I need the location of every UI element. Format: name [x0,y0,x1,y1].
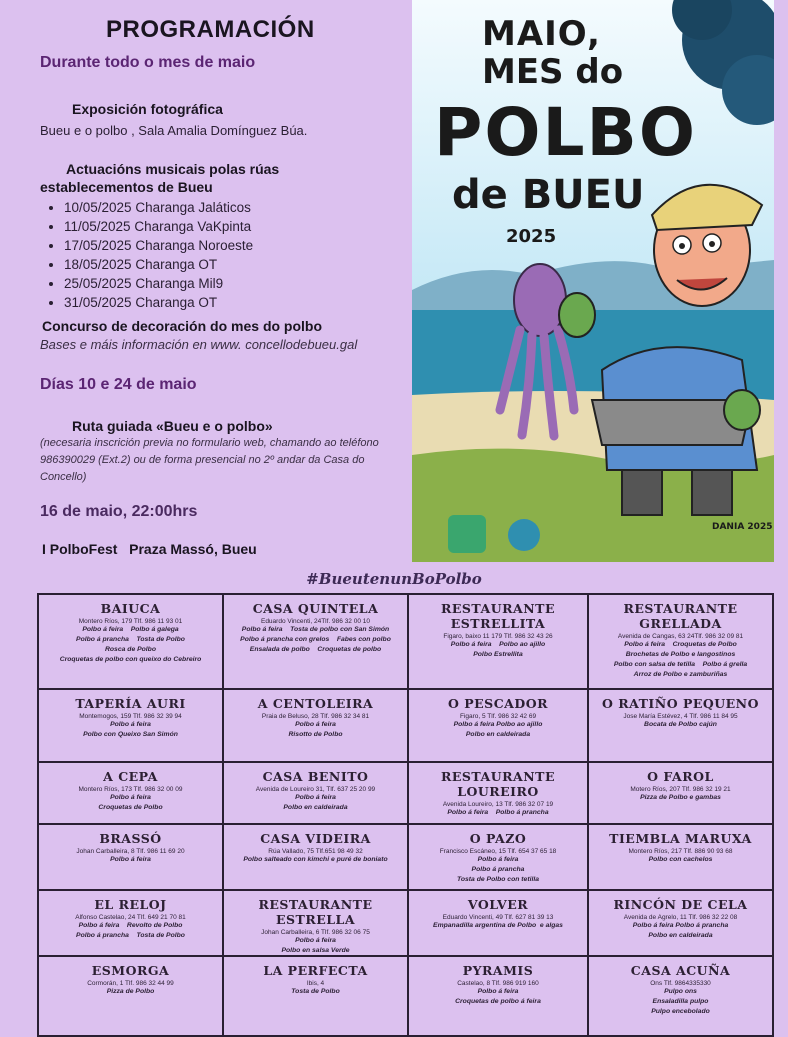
restaurant-cell [589,891,774,957]
menu-item: Pulpo encebolado [651,1008,710,1015]
restaurant-name: PYRAMIS [462,963,534,978]
restaurant-name: RESTAURANTE LOUREIRO [440,769,555,799]
restaurant-cell [589,763,774,825]
restaurant-name: BAIUCA [100,601,161,616]
menu-item: Polbo á prancha Tosta de Polbo [76,932,185,939]
menu-item: Polbo á feira [110,856,151,863]
menu-item: Polbo con Queixo San Simón [83,731,178,738]
restaurant-name: O FAROL [647,769,714,784]
menu-item: Polbo á feira Revolto de Polbo [78,922,183,929]
menu-item: Empanadilla argentina de Polbo e algas [433,922,563,929]
menu-item: Polbo en salsa Verde [281,947,350,954]
menu-item: Polbo á feira Polbo á prancha [632,922,729,929]
restaurant-name: CASA VIDEIRA [260,831,371,846]
restaurant-address: Avenida de Agrelo, 11 Tlf. 986 32 22 08 [623,914,738,921]
actuacions-title: Actuacións musicais polas rúas [66,161,280,177]
menu-item: Risotto de Polbo [288,731,343,738]
concurso-title: Concurso de decoración do mes do polbo [42,318,323,334]
restaurant-cell [37,690,224,763]
restaurant-cell [589,595,774,690]
poster-signature: DANIA 2025 [712,522,773,532]
subtitle-all-month: Durante todo o mes de maio [40,54,256,71]
restaurant-name: CASA QUINTELA [252,601,379,616]
hashtag: #BueutenunBoPolbo [306,570,482,588]
restaurant-name: LA PERFECTA [263,963,368,978]
poster-line-4: de BUEU [452,172,645,218]
restaurant-cell [409,595,589,690]
restaurant-name: CASA BENITO [262,769,369,784]
menu-item: Polbo á feira [110,721,151,728]
menu-item: Rosca de Polbo [105,646,156,653]
restaurant-name: RESTAURANTE ESTRELLITA [440,601,555,631]
menu-item: Croquetas de polbo á feira [455,998,541,1005]
restaurant-address: Johan Carballeira, 6 Tlf. 986 32 06 75 [261,929,370,936]
restaurant-address: Figaro, 5 Tlf. 986 32 42 69 [459,713,537,720]
restaurant-grid [37,593,774,1035]
menu-item: Polbo á feira [110,794,151,801]
menu-item: Polbo á prancha [471,866,525,873]
fest-date: 16 de maio, 22:00hrs [40,503,198,520]
menu-item: Croquetas de polbo con queixo do Cebreiro [59,656,202,663]
restaurant-cell [409,763,589,825]
menu-item: Ensalada de polbo Croquetas de polbo [249,646,382,653]
restaurant-address: Montemogos, 159 Tlf. 986 32 39 94 [79,713,182,720]
menu-item: Polbo á feira Polbo á prancha [447,809,549,816]
list-item: • 11/05/2025 Charanga VaKpinta [64,217,253,236]
list-item: • 25/05/2025 Charanga Mil9 [64,274,253,293]
restaurant-cell [224,690,409,763]
menu-item: Polbo con salsa de tetilla Polbo á grella [613,661,748,668]
page-title: PROGRAMACIÓN [106,16,315,43]
list-item: • 31/05/2025 Charanga OT [64,293,253,312]
restaurant-name: RESTAURANTE ESTRELLA [258,897,373,927]
restaurant-address: Avenida Loureiro, 13 Tlf. 986 32 07 19 [442,801,554,808]
restaurant-name: EL RELOJ [94,897,167,912]
restaurant-address: Castelao, 8 Tlf. 986 919 160 [457,980,539,987]
restaurant-name: RINCÓN DE CELA [613,897,748,912]
restaurant-cell [409,690,589,763]
restaurant-cell [37,957,224,1037]
restaurant-cell [37,763,224,825]
restaurant-address: Figaro, baixo 11 179 Tlf. 986 32 43 26 [443,633,553,640]
restaurant-name: A CEPA [103,769,158,784]
exposicion-detail: Bueu e o polbo , Sala Amalia Domínguez Búa. [40,123,308,138]
restaurant-address: Jose María Estévez, 4 Tlf. 986 11 84 95 [623,713,738,720]
menu-item: Polbo con cachelos [648,856,713,863]
menu-item: Polbo á feira [295,794,336,801]
poster-line-2: MES do [482,52,624,92]
menu-item: Polbo á feira Polbo ao ajillo [453,721,543,728]
restaurant-name: O RATIÑO PEQUENO [601,696,760,711]
restaurant-name: O PAZO [469,831,527,846]
menu-item: Polbo á feira [295,937,336,944]
restaurant-name: A CENTOLEIRA [257,696,374,711]
restaurant-cell [37,825,224,891]
menu-item: Polbo Estrellita [473,651,523,658]
restaurant-name: O PESCADOR [448,696,548,711]
menu-item: Polbo en caldeirada [648,932,713,939]
menu-item: Polbo en caldeirada [283,804,348,811]
restaurant-name: RESTAURANTE GRELLADA [623,601,738,631]
restaurant-name: ESMORGA [91,963,170,978]
menu-item: Polbo á feira [295,721,336,728]
menu-item: Arroz de Polbo e zamburiñas [633,671,728,678]
restaurant-address: Ons Tlf. 9864335330 [650,980,711,987]
menu-item: Polbo en caldeirada [465,731,531,738]
ruta-detail-2: 986390029 (Ext.2) ou de forma presencial no 2º andar da Casa do [40,454,365,466]
fest-name: I PolboFest Praza Massó, Bueu [42,541,257,557]
restaurant-cell [224,595,409,690]
menu-item: Tosta de Polbo con tetilla [456,876,540,883]
restaurant-cell [224,763,409,825]
menu-item: Tosta de Polbo [291,988,340,995]
menu-item: Polbo salteado con kimchi e puré de boniato [243,856,388,863]
charanga-list [50,198,253,312]
menu-item: Bocata de Polbo cajún [644,721,717,728]
restaurant-cell [224,825,409,891]
menu-item: Pizza de Polbo e gambas [640,794,721,801]
restaurant-address: Cormorán, 1 Tlf. 986 32 44 99 [87,980,174,987]
restaurant-address: Montero Ríos, 179 Tlf. 986 11 93 01 [78,618,183,625]
menu-item: Polbo á prancha con grelos Fabes con polbo [240,636,391,643]
poster-line-1: MAIO, [482,14,601,54]
restaurant-cell [409,957,589,1037]
restaurant-address: Francisco Escáneo, 15 Tlf. 654 37 65 18 [439,848,557,855]
list-item: • 18/05/2025 Charanga OT [64,255,253,274]
ruta-detail-3: Concello) [40,471,87,483]
restaurant-name: VOLVER [467,897,529,912]
menu-item: Polbo á feira Tosta de polbo con San Simón [241,626,390,633]
menu-item: Polbo á feira Polbo ao ajillo [450,641,546,648]
actuacions-subtitle: establecementos de Bueu [40,179,213,195]
concurso-detail: Bases e máis información en www. concellodebueu.gal [40,337,358,352]
restaurant-cell [224,957,409,1037]
ruta-detail-1: (necesaria inscrición previa no formulario web, chamando ao teléfono [40,437,379,449]
dias-title: Días 10 e 24 de maio [40,376,197,393]
list-item: • 10/05/2025 Charanga Jaláticos [64,198,253,217]
menu-item: Brochetas de Polbo e langostinos [625,651,736,658]
restaurant-address: Rúa Vallado, 75 Tlf.651 98 49 32 [268,848,363,855]
restaurant-cell [409,825,589,891]
restaurant-address: Eduardo Vincenti, 49 Tlf. 627 81 39 13 [442,914,554,921]
restaurant-address: Motero Ríos, 207 Tlf. 986 32 19 21 [630,786,731,793]
restaurant-address: Johan Carballeira, 8 Tlf. 986 11 69 20 [76,848,185,855]
exposicion-title: Exposición fotográfica [72,101,223,117]
restaurant-address: Avenida de Cangas, 63 24Tlf. 986 32 09 81 [617,633,744,640]
menu-item: Ensaladilla pulpo [652,998,709,1005]
restaurant-cell [589,957,774,1037]
menu-item: Polbo á feira Croquetas de Polbo [624,641,737,648]
poster-line-3: POLBO [434,94,697,171]
restaurant-cell [589,825,774,891]
menu-item: Polbo á feira [477,856,519,863]
restaurant-cell [37,891,224,957]
restaurant-name: TIEMBLA MARUXA [609,831,752,846]
restaurant-cell [589,690,774,763]
restaurant-address: Montero Ríos, 173 Tlf. 986 32 00 09 [78,786,183,793]
menu-item: Polbo á feira Polbo á galega [82,626,179,633]
poster-year: 2025 [506,226,557,247]
restaurant-address: Avenida de Loureiro 31, Tlf. 637 25 20 99 [255,786,376,793]
menu-item: Polbo á feira [477,988,519,995]
menu-item: Polbo á prancha Tosta de Polbo [76,636,185,643]
programacion-section [0,0,410,570]
list-item: • 17/05/2025 Charanga Noroeste [64,236,253,255]
restaurant-address: Praia de Beluso, 28 Tlf. 986 32 34 81 [261,713,370,720]
menu-item: Croquetas de Polbo [98,804,163,811]
restaurant-cell [409,891,589,957]
restaurant-name: BRASSÓ [99,831,162,846]
menu-item: Pulpo ons [664,988,697,995]
restaurant-address: Ibis, 4 [306,980,325,987]
restaurant-name: TAPERÍA AURI [75,696,186,711]
restaurant-address: Alfonso Castelao, 24 Tlf. 649 21 70 81 [75,914,186,921]
restaurant-address: Montero Ríos, 217 Tlf. 886 90 93 68 [628,848,733,855]
event-poster [412,0,774,562]
ruta-title: Ruta guiada «Bueu e o polbo» [72,418,273,434]
restaurant-cell [37,595,224,690]
menu-item: Pizza de Polbo [106,988,155,995]
restaurant-cell [224,891,409,957]
restaurant-address: Eduardo Vincenti, 24Tlf. 986 32 00 10 [260,618,370,625]
restaurant-name: CASA ACUÑA [630,963,731,978]
